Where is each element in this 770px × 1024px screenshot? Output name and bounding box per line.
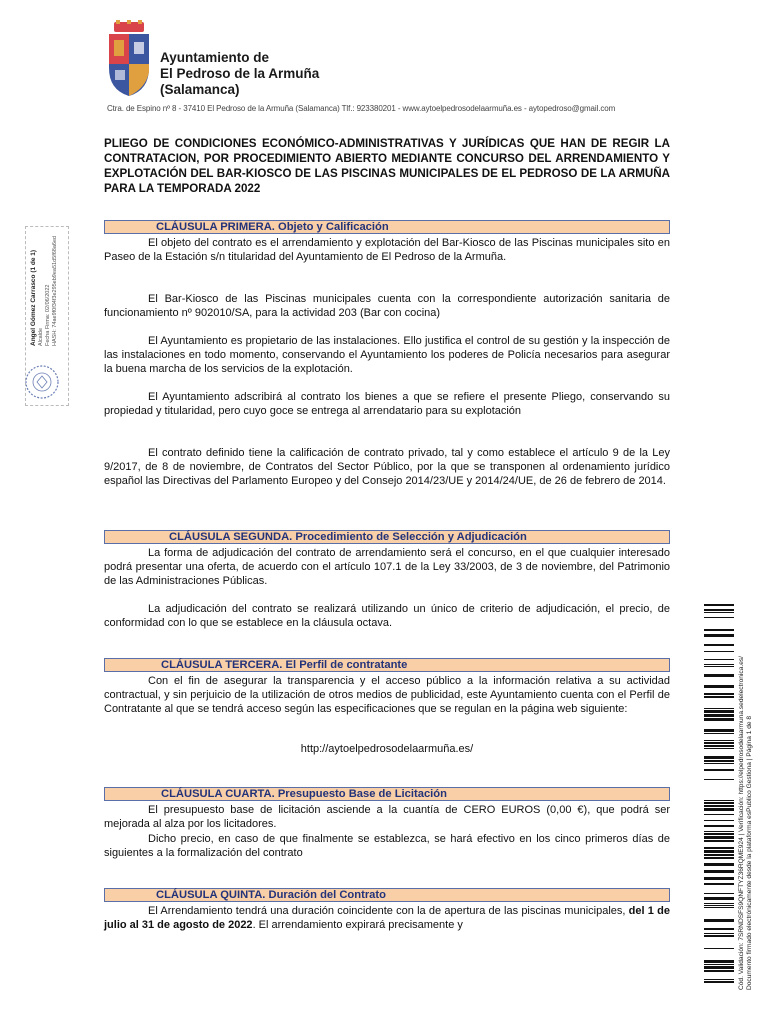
paragraph-text: Dicho precio, en caso de que finalmente se establezca, se hará efectivo en los cinco primeros días de siguientes a la formalización del contrato [104, 833, 670, 860]
paragraph-text: El objeto del contrato es el arrendamiento y explotación del Bar-Kiosco de las Piscinas municipales sito en Paseo de la Estación s/n titularidad del Ayuntamiento de El Pedroso de la Armuña. [104, 237, 670, 264]
paragraph [104, 602, 670, 630]
address-line: Ctra. de Espino nº 8 - 37410 El Pedroso de la Armuña (Salamanca) Tlf.: 923380201 - www.aytoelpedrosodelaarmuña.es - aytopedroso@gmail.com [107, 104, 616, 113]
paragraph [104, 446, 670, 489]
clause-heading-5-text: CLÁUSULA QUINTA. Duración del Contrato [156, 889, 386, 901]
signer-role: Alcalde [38, 327, 44, 346]
clause-heading-5 [104, 888, 670, 902]
electronic-signature-note: Documento firmado electrónicamente desde la plataforma esPublico Gestiona | Página 1 de 8 [746, 715, 753, 990]
paragraph-text: El Ayuntamiento adscribirá al contrato los bienes a que se refiere el presente Pliego, conservando su propiedad y titularidad, pero cuyo goce se entrega al arrendatario para su explotación [104, 391, 670, 418]
paragraph-text: El Arrendamiento tendrá una duración coincidente con la de apertura de las piscinas municipales, [148, 905, 629, 917]
paragraph-text: El Bar-Kiosco de las Piscinas municipales cuenta con la correspondiente autorización sanitaria de funcionamiento nº 902010/SA, para la actividad 203 (Bar con cocina) [104, 293, 670, 320]
paragraph-text: El contrato definido tiene la calificación de contrato privado, tal y como establece el artículo 9 de la Ley 9/2017, de 8 de noviembre, de Contratos del Sector Público, por la que se transponen al ordenamiento jurídico español las Directivas del Parlamento Europeo y del Consejo 2014/23/UE y 2014/24/UE, de 26 de febrero de 2014. [104, 447, 670, 488]
clause-heading-3-text: CLÁUSULA TERCERA. El Perfil de contratante [161, 659, 408, 671]
paragraph [104, 292, 670, 320]
paragraph-text: . El arrendamiento expirará precisamente y [252, 919, 463, 932]
validation-code-text: Cód. Validación: 7SRNDSFS9QNFTYZ36RQME924 | Verificación: https://elpedrosodelaarmuna.sedelectronica.es/ [738, 655, 745, 990]
clause-heading-2 [104, 530, 670, 544]
paragraph [104, 236, 670, 264]
profile-url-link[interactable]: http://aytoelpedrosodelaarmuña.es/ [300, 743, 474, 755]
signature-hash: HASH: 74ae9f0f34f3e295eb9ea51d5f68a6ed [52, 235, 58, 346]
paragraph-text: El Ayuntamiento es propietario de las instalaciones. Ello justifica el control de su gestión y la inspección de las instalaciones en todo momento, conservando el Ayuntamiento los poderes de Policía necesarios para asegurar la buena marcha de los servicios de la explotación. [104, 335, 670, 376]
paragraph [104, 546, 670, 589]
paragraph [104, 390, 670, 418]
paragraph [104, 334, 670, 377]
paragraph-bold-text: del 1 de julio al 31 de agosto de 2022 [104, 905, 670, 932]
clause-heading-3 [104, 658, 670, 672]
municipal-crest-logo [106, 20, 152, 98]
paragraph-text: El presupuesto base de licitación asciende a la cuantía de CERO EUROS (0,00 €), que podrá ser mejorada al alza por los licitadores. [104, 804, 670, 831]
signer-name: Angel Gómez Carrasco (1 de 1) [30, 249, 37, 346]
document-title: PLIEGO DE CONDICIONES ECONÓMICO-ADMINISTRATIVAS Y JURÍDICAS QUE HAN DE REGIR LA CONTRATACION, POR PROCEDIMIENTO ABIERTO MEDIANTE CONCURSO DEL ARRENDAMIENTO Y EXPLOTACIÓN DEL BAR-KIOSCO DE LAS PISCINAS MUNICIPALES DE EL PEDROSO DE LA ARMUÑA PARA LA TEMPORADA 2022 [104, 137, 670, 195]
org-line-1: Ayuntamiento de [160, 50, 270, 65]
paragraph-text: Con el fin de asegurar la transparencia y el acceso público a la información relativa a su actividad contractual, y sin perjuicio de la utilización de otros medios de publicidad, este Ayuntamiento cuenta con el Perfil de Contratante al que se tendrá acceso según las especificaciones que se regulan en la página web siguiente: [104, 675, 670, 716]
paragraph-text: La adjudicación del contrato se realizará utilizando un único de criterio de adjudicación, el precio, de conformidad con lo que se establece en la cláusula octava. [104, 603, 670, 630]
paragraph [104, 674, 670, 717]
clause-heading-4-text: CLÁUSULA CUARTA. Presupuesto Base de Licitación [161, 788, 447, 800]
org-line-2: El Pedroso de la Armuña [160, 66, 320, 81]
paragraph [104, 832, 670, 860]
paragraph-text: La forma de adjudicación del contrato de arrendamiento será el concurso, en el que cualquier interesado podrá presentar una oferta, de acuerdo con el artículo 107.1 de la Ley 33/2003, de 3 de noviembre, del Patrimonio de las Administraciones Públicas. [104, 547, 670, 588]
clause-heading-4 [104, 787, 670, 801]
clause-heading-1-text: CLÁUSULA PRIMERA. Objeto y Calificación [156, 221, 389, 233]
official-stamp-icon [22, 362, 62, 402]
paragraph [104, 803, 670, 831]
signature-date: Fecha Firma: 02/06/2022 [45, 284, 51, 346]
clause-heading-2-text: CLÁUSULA SEGUNDA. Procedimiento de Selección y Adjudicación [169, 531, 527, 543]
paragraph [104, 904, 670, 932]
clause-heading-1 [104, 220, 670, 234]
organization-name [160, 50, 319, 98]
org-line-3: (Salamanca) [160, 82, 240, 97]
